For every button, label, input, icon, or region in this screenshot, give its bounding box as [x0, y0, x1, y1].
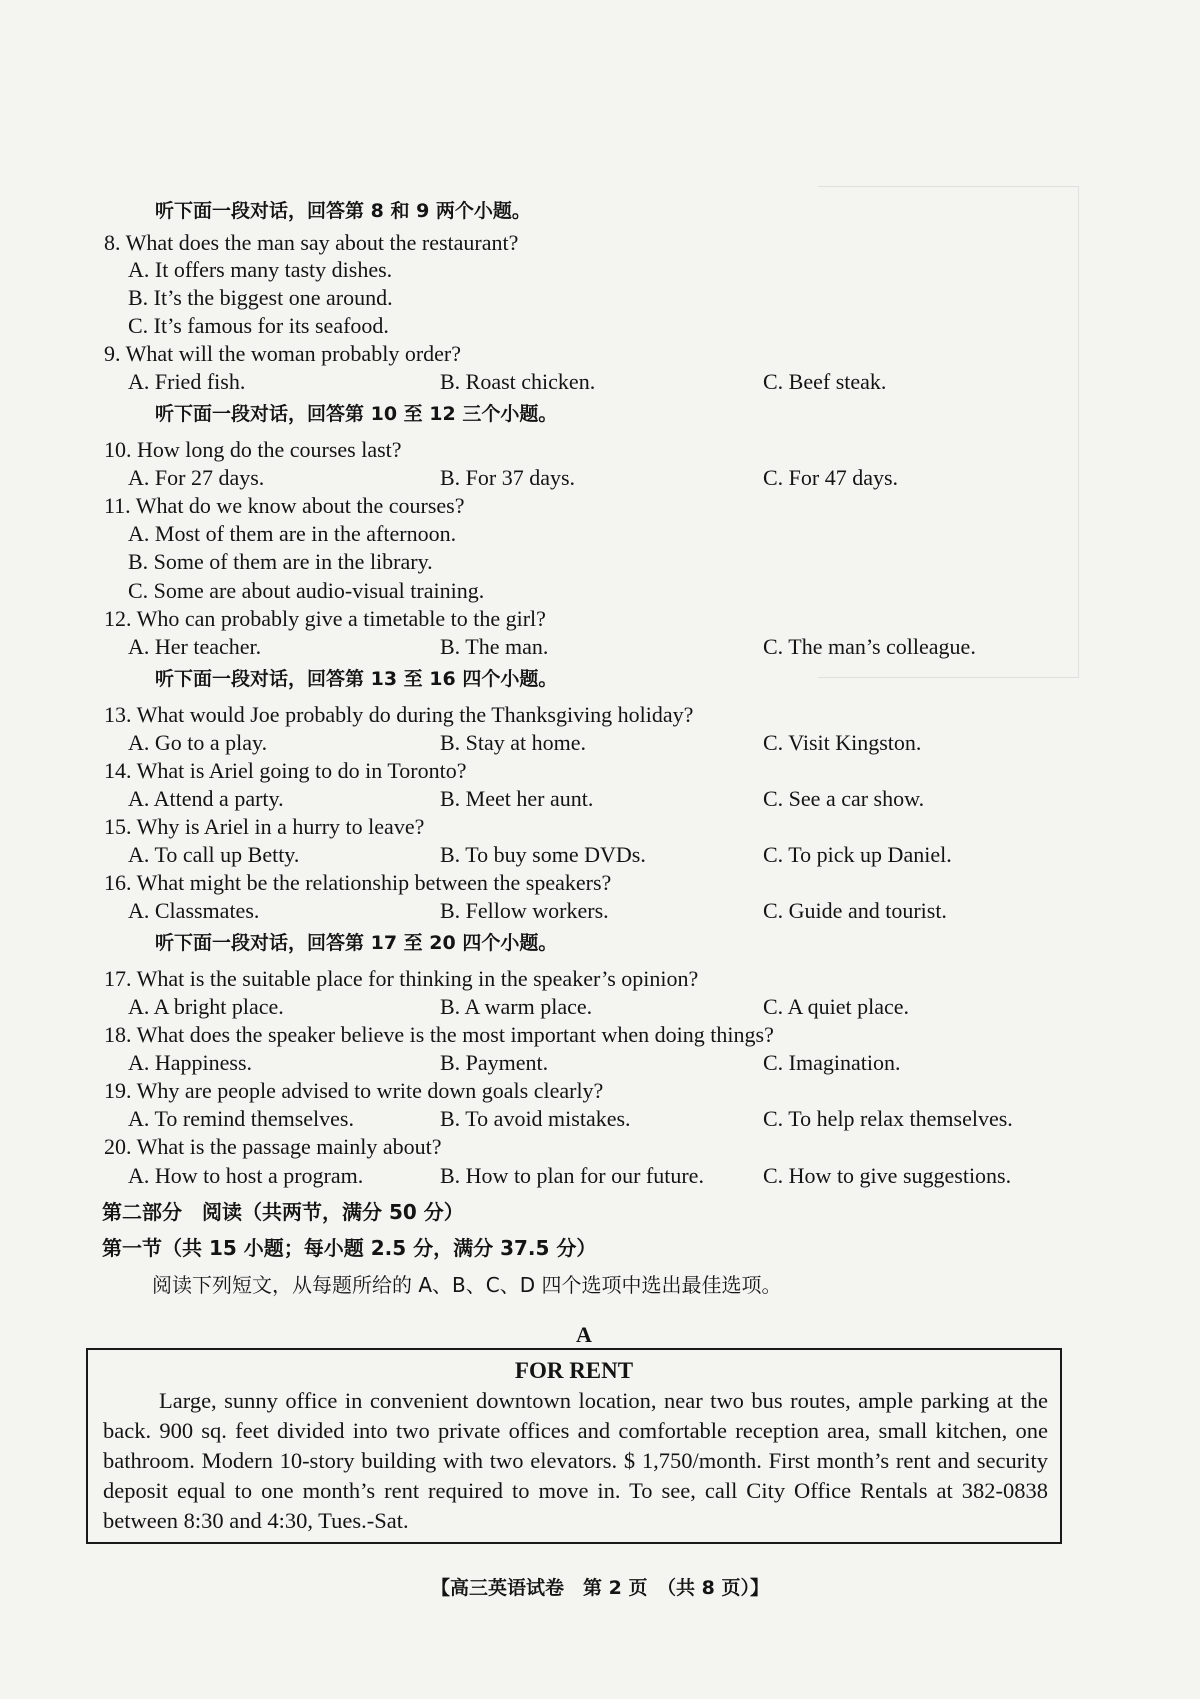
question-12: 12. Who can probably give a timetable to the girl?: [104, 606, 546, 631]
question-17-option-b: B. A warm place.: [440, 994, 593, 1019]
question-19-option-b: B. To avoid mistakes.: [440, 1106, 631, 1131]
part-two-heading: 第二部分 阅读（共两节，满分 50 分）: [102, 1200, 464, 1224]
for-rent-title: FOR RENT: [514, 1358, 634, 1383]
question-17: 17. What is the suitable place for thinking in the speaker’s opinion?: [104, 966, 699, 991]
question-11-option-c: C. Some are about audio-visual training.: [128, 578, 485, 603]
question-15-option-a: A. To call up Betty.: [128, 842, 300, 867]
question-9: 9. What will the woman probably order?: [104, 341, 461, 366]
question-8-option-b: B. It’s the biggest one around.: [128, 285, 393, 310]
question-18-option-c: C. Imagination.: [763, 1050, 901, 1075]
question-16-option-a: A. Classmates.: [128, 898, 260, 923]
question-17-option-a: A. A bright place.: [128, 994, 284, 1019]
section-instruction-8-9: 听下面一段对话，回答第 8 和 9 两个小题。: [155, 200, 531, 222]
section-instruction-17-20: 听下面一段对话，回答第 17 至 20 四个小题。: [155, 932, 558, 954]
question-12-option-b: B. The man.: [440, 634, 549, 659]
question-10-option-a: A. For 27 days.: [128, 465, 265, 490]
question-8-option-c: C. It’s famous for its seafood.: [128, 313, 389, 338]
question-19-option-c: C. To help relax themselves.: [763, 1106, 1013, 1131]
question-11-option-a: A. Most of them are in the afternoon.: [128, 521, 457, 546]
question-20: 20. What is the passage mainly about?: [104, 1134, 442, 1159]
question-11: 11. What do we know about the courses?: [104, 493, 465, 518]
question-8: 8. What does the man say about the restaurant?: [104, 230, 519, 255]
question-18: 18. What does the speaker believe is the most important when doing things?: [104, 1022, 774, 1047]
question-12-option-c: C. The man’s colleague.: [763, 634, 976, 659]
for-rent-text: Large, sunny office in convenient downtown location, near two bus routes, ample parking at the back. 900 sq. feet divided into two private offices and comfortable reception area, small kitchen, one bathroom. Modern 10-story building with two elevators. $ 1,750/month. First month’s rent and security deposit equal to one month’s rent required to move in. To see, call City Office Rentals at 382-0838 between 8:30 and 4:30, Tues.-Sat.: [103, 1388, 1048, 1533]
question-20-option-b: B. How to plan for our future.: [440, 1163, 704, 1188]
question-10: 10. How long do the courses last?: [104, 437, 402, 462]
passage-letter: A: [576, 1322, 592, 1347]
question-14-option-c: C. See a car show.: [763, 786, 925, 811]
reading-instruction: 阅读下列短文，从每题所给的 A、B、C、D 四个选项中选出最佳选项。: [152, 1273, 782, 1297]
question-20-option-a: A. How to host a program.: [128, 1163, 364, 1188]
section-instruction-10-12: 听下面一段对话，回答第 10 至 12 三个小题。: [155, 403, 558, 425]
question-13: 13. What would Joe probably do during the Thanksgiving holiday?: [104, 702, 694, 727]
question-9-option-b: B. Roast chicken.: [440, 369, 596, 394]
for-rent-ad-box: [86, 1348, 1062, 1544]
question-12-option-a: A. Her teacher.: [128, 634, 262, 659]
question-14-option-b: B. Meet her aunt.: [440, 786, 594, 811]
question-13-option-a: A. Go to a play.: [128, 730, 268, 755]
section-instruction-13-16: 听下面一段对话，回答第 13 至 16 四个小题。: [155, 668, 558, 690]
page-footer: 【高三英语试卷 第 2 页 （共 8 页）】: [431, 1577, 769, 1599]
question-10-option-c: C. For 47 days.: [763, 465, 899, 490]
question-16: 16. What might be the relationship between the speakers?: [104, 870, 612, 895]
question-8-option-a: A. It offers many tasty dishes.: [128, 257, 393, 282]
question-19: 19. Why are people advised to write down goals clearly?: [104, 1078, 604, 1103]
question-17-option-c: C. A quiet place.: [763, 994, 910, 1019]
question-15-option-c: C. To pick up Daniel.: [763, 842, 952, 867]
question-18-option-b: B. Payment.: [440, 1050, 549, 1075]
question-20-option-c: C. How to give suggestions.: [763, 1163, 1012, 1188]
question-13-option-c: C. Visit Kingston.: [763, 730, 922, 755]
show-through-box: [818, 186, 1079, 678]
question-15-option-b: B. To buy some DVDs.: [440, 842, 646, 867]
question-14: 14. What is Ariel going to do in Toronto?: [104, 758, 467, 783]
question-14-option-a: A. Attend a party.: [128, 786, 284, 811]
question-10-option-b: B. For 37 days.: [440, 465, 576, 490]
question-11-option-b: B. Some of them are in the library.: [128, 549, 433, 574]
question-16-option-b: B. Fellow workers.: [440, 898, 609, 923]
question-19-option-a: A. To remind themselves.: [128, 1106, 354, 1131]
question-16-option-c: C. Guide and tourist.: [763, 898, 947, 923]
question-9-option-c: C. Beef steak.: [763, 369, 887, 394]
question-9-option-a: A. Fried fish.: [128, 369, 246, 394]
part-two-section-one-heading: 第一节（共 15 小题；每小题 2.5 分，满分 37.5 分）: [102, 1236, 597, 1260]
question-13-option-b: B. Stay at home.: [440, 730, 587, 755]
question-15: 15. Why is Ariel in a hurry to leave?: [104, 814, 425, 839]
question-18-option-a: A. Happiness.: [128, 1050, 253, 1075]
